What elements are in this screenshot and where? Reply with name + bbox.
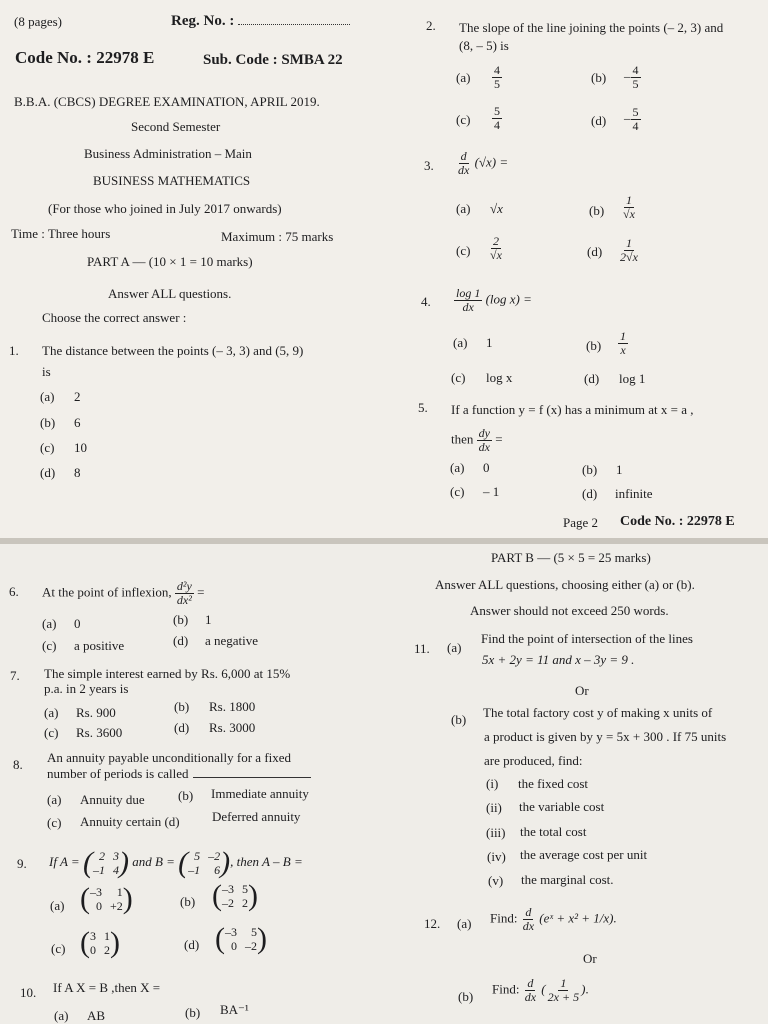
option-text: Annuity certain (d) (80, 814, 180, 829)
option-label: (a) (54, 1008, 69, 1023)
option-label: (d) (591, 113, 607, 128)
q-number: 3. (424, 158, 434, 173)
option-fraction: $\frac{2}{√x}$ (490, 234, 502, 262)
q-expression: Find: $\frac{d}{dx}$ ( $\frac{1}{2x + 5}$ ). (492, 976, 589, 1004)
option-fraction: $\frac{1}{2√x}$ (620, 236, 638, 264)
q-text-cont: a product is given by y = 5x + 300 . If 75 units (484, 729, 727, 744)
q-number: 10. (20, 985, 37, 1000)
q-derivative: $\frac{d}{dx}$ (√x) = (458, 149, 509, 177)
q-text: An annuity payable unconditionally for a fixed (47, 750, 292, 765)
option-text: 10 (74, 440, 87, 455)
q-text-cont: then $\frac{dy}{dx}$ = (451, 426, 503, 454)
q-number: 8. (13, 757, 23, 772)
option-label: (b) (591, 70, 607, 85)
part-b-title: PART B — (5 × 5 = 25 marks) (491, 550, 651, 565)
option-text: log 1 (619, 371, 646, 386)
option-label: (a) (47, 792, 62, 807)
option-text: Rs. 3000 (209, 720, 256, 735)
q-text-cont: is (42, 364, 51, 379)
option-label: (d) (582, 486, 598, 501)
option-text: infinite (615, 486, 653, 501)
item-number: (v) (488, 873, 504, 888)
option-label: (d) (587, 244, 603, 259)
option-label: (a) (50, 898, 65, 913)
option-label: (b) (582, 462, 598, 477)
option-text: 1 (486, 335, 493, 350)
q-text: At the point of inflexion, $\frac{\text{d²y}}{\text{dx²}}$ = (42, 579, 205, 607)
q-text: The distance between the points (– 3, 3) and (5, 9) (42, 343, 304, 358)
q-number: 7. (10, 668, 20, 683)
q-text: If A X = B ,then X = (53, 980, 161, 995)
option-fraction: – $\frac{4}{5}$ (624, 63, 639, 91)
q-text-cont: p.a. in 2 years is (44, 681, 129, 696)
q-text-cont: (8, – 5) is (459, 38, 509, 53)
time: Time : Three hours (11, 226, 111, 241)
option-text: Deferred annuity (212, 809, 301, 824)
option-fraction: $\frac{1}{√x}$ (623, 193, 635, 221)
item-number: (iii) (486, 825, 506, 840)
option-label: (c) (450, 484, 465, 499)
option-label: (c) (51, 941, 66, 956)
option-text: a positive (74, 638, 125, 653)
q-number: 6. (9, 584, 19, 599)
option-label: (a) (44, 705, 59, 720)
q-number: 4. (421, 294, 431, 309)
option-text: AB (87, 1008, 106, 1023)
q-number: 5. (418, 400, 428, 415)
item-text: the total cost (520, 824, 587, 839)
option-label: (c) (47, 815, 62, 830)
option-text: Rs. 900 (76, 705, 116, 720)
option-label: (a) (456, 201, 471, 216)
option-label: (b) (180, 894, 196, 909)
option-label: (b) (185, 1005, 201, 1020)
q-text: The simple interest earned by Rs. 6,000 at 15% (44, 666, 291, 681)
option-text: a negative (205, 633, 259, 648)
q-number: 2. (426, 18, 436, 33)
option-matrix: ( –3 5 0 –2 ) (215, 922, 267, 955)
exam-title: B.B.A. (CBCS) DEGREE EXAMINATION, APRIL 2019. (14, 94, 320, 109)
part-b-limit: Answer should not exceed 250 words. (470, 603, 669, 618)
option-label: (d) (174, 720, 190, 735)
item-number: (ii) (486, 800, 502, 815)
option-text: log x (486, 370, 513, 385)
item-number: (iv) (487, 849, 506, 864)
option-label: (c) (456, 112, 471, 127)
option-label: (c) (40, 440, 55, 455)
part-label: (b) (458, 989, 474, 1004)
max-marks: Maximum : 75 marks (221, 229, 334, 244)
option-matrix: ( –3 5 –2 2 ) (212, 879, 258, 912)
q-number: 9. (17, 856, 27, 871)
option-label: (a) (453, 335, 468, 350)
matrix-b: ( 5 –2 –1 6 ) (178, 846, 231, 880)
page-count: (8 pages) (14, 14, 63, 29)
option-label: (d) (184, 937, 200, 952)
option-text: Annuity due (80, 792, 145, 807)
option-label: (b) (173, 612, 189, 627)
option-text: BA⁻¹ (220, 1002, 249, 1017)
q-number: 12. (424, 916, 441, 931)
q-derivative: $\frac{\log 1}{dx}$ (log x) = (456, 286, 532, 314)
option-label: (a) (456, 70, 471, 85)
q-text: If a function y = f (x) has a minimum at x = a , (451, 402, 694, 417)
reg-no: Reg. No. : (171, 13, 350, 29)
option-fraction: $\frac{5}{4}$ (494, 104, 500, 132)
option-label: (a) (42, 616, 57, 631)
eligibility: (For those who joined in July 2017 onwards) (48, 201, 282, 216)
option-label: (a) (450, 460, 465, 475)
option-text: Rs. 3600 (76, 725, 123, 740)
option-text: 2 (74, 389, 81, 404)
option-matrix: ( 3 1 0 2 ) (80, 926, 120, 959)
option-fraction: – $\frac{5}{4}$ (624, 105, 639, 133)
option-label: (c) (44, 725, 59, 740)
q-text: If A = ( 2 3 –1 4 ) and B = ( 5 –2 –1 6 ) , then A – B = (49, 846, 303, 880)
option-label: (b) (589, 203, 605, 218)
item-text: the variable cost (519, 799, 605, 814)
option-label: (c) (42, 638, 57, 653)
part-b-instructions: Answer ALL questions, choosing either (a) or (b). (435, 577, 695, 592)
option-label: (d) (40, 465, 56, 480)
programme: Business Administration – Main (84, 146, 252, 161)
option-text: 6 (74, 415, 81, 430)
exam-page-2 (0, 544, 768, 1024)
page-number: Page 2 (563, 515, 599, 530)
option-label: (c) (451, 370, 466, 385)
q-text-cont: 5x + 2y = 11 and x – 3y = 9 . (482, 652, 635, 667)
q-text: Find the point of intersection of the lines (481, 631, 693, 646)
option-fraction: $\frac{4}{5}$ (494, 63, 500, 91)
part-label: (b) (451, 712, 467, 727)
option-label: (d) (584, 371, 600, 386)
item-text: the marginal cost. (521, 872, 614, 887)
semester: Second Semester (131, 119, 221, 134)
q-text-cont: number of periods is called (47, 766, 311, 782)
choose-correct: Choose the correct answer : (42, 310, 187, 325)
option-label: (b) (586, 338, 602, 353)
option-fraction: $\frac{1}{x}$ (620, 329, 626, 357)
or-separator: Or (583, 951, 597, 966)
option-label: (d) (173, 633, 189, 648)
option-text: 1 (205, 612, 212, 627)
sub-code: Sub. Code : SMBA 22 (203, 52, 343, 68)
answer-all: Answer ALL questions. (108, 286, 232, 301)
option-text: – 1 (483, 484, 500, 499)
option-text: Rs. 1800 (209, 699, 256, 714)
option-label: (c) (456, 243, 471, 258)
option-text: 8 (74, 465, 81, 480)
code-no: Code No. : 22978 E (15, 48, 155, 67)
option-text: 1 (616, 462, 623, 477)
q-text: The slope of the line joining the points (– 2, 3) and (459, 20, 724, 35)
q-text-cont: are produced, find: (484, 753, 583, 768)
option-label: (a) (40, 389, 55, 404)
item-text: the average cost per unit (520, 847, 648, 862)
q-number: 11. (414, 641, 430, 656)
item-number: (i) (486, 776, 499, 791)
matrix-a: ( 2 3 –1 4 ) (82, 846, 129, 880)
option-text: 0 (483, 460, 490, 475)
footer-code: Code No. : 22978 E (620, 514, 735, 529)
item-text: the fixed cost (518, 776, 589, 791)
q-number: 1. (9, 343, 19, 358)
option-matrix: ( –3 1 0 +2 ) (80, 882, 133, 915)
part-label: (a) (447, 640, 462, 655)
q-expression: Find: $\frac{d}{dx}$ (eˣ + x² + 1/x). (490, 905, 617, 933)
or-separator: Or (575, 683, 589, 698)
option-label: (b) (40, 415, 56, 430)
option-label: (b) (178, 788, 194, 803)
option-text: √x (490, 201, 503, 216)
option-label: (b) (174, 699, 190, 714)
option-text: 0 (74, 616, 81, 631)
part-a-title: PART A — (10 × 1 = 10 marks) (87, 254, 253, 269)
subject: BUSINESS MATHEMATICS (93, 173, 251, 188)
option-text: Immediate annuity (211, 786, 309, 801)
q-text: The total factory cost y of making x units of (483, 705, 713, 720)
part-label: (a) (457, 916, 472, 931)
